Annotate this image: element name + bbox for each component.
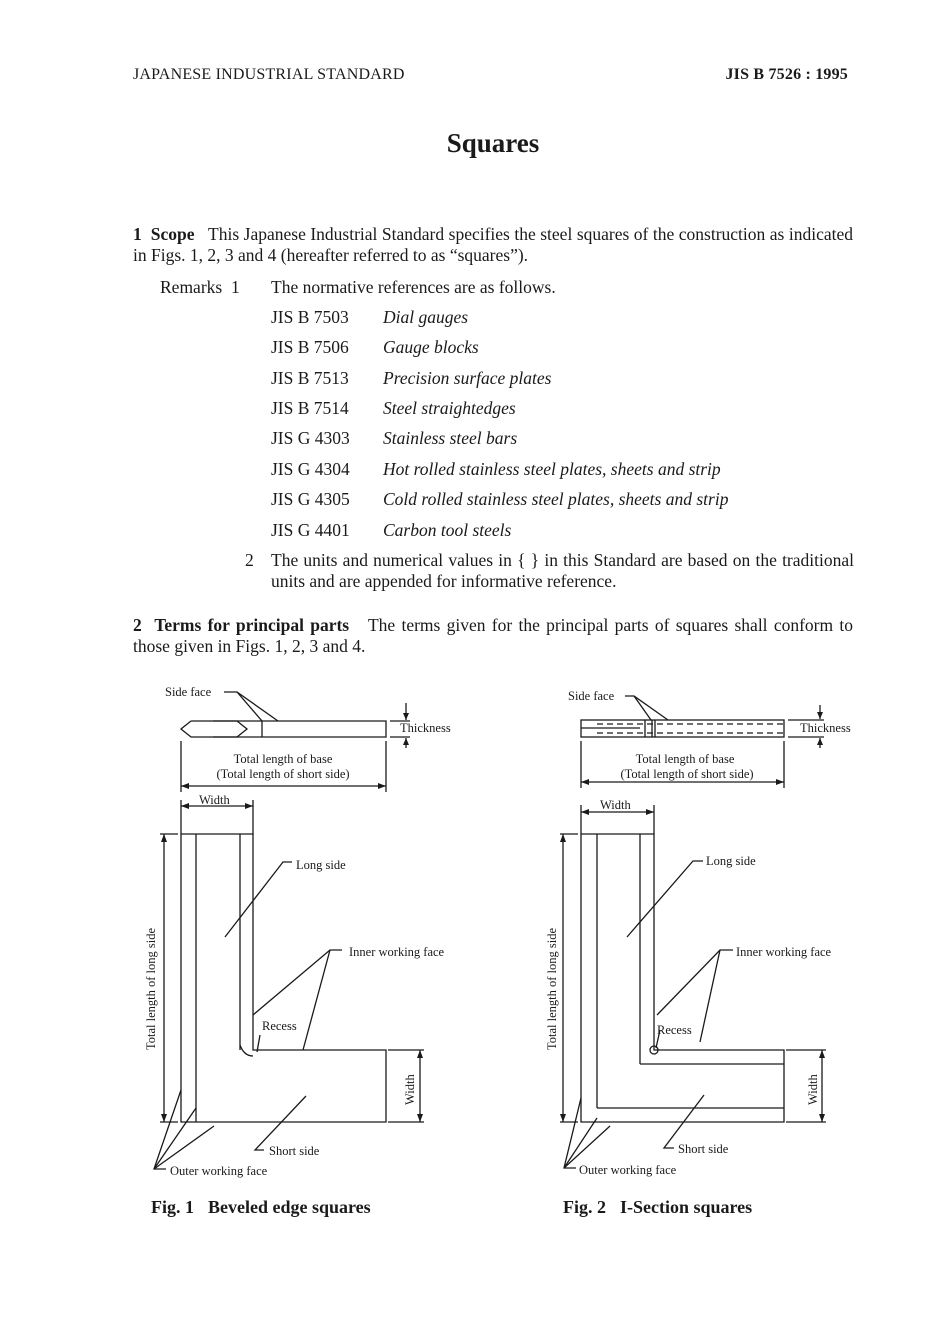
fig1-total-length-base-label: Total length of base (233, 752, 333, 766)
reference-title: Carbon tool steels (383, 520, 512, 540)
reference-code: JIS B 7503 (271, 307, 349, 327)
fig2-total-length-long-label: Total length of long side (545, 927, 559, 1050)
fig2-side-face-label: Side face (568, 689, 615, 703)
header-right: JIS B 7526 : 1995 (725, 66, 848, 83)
reference-title: Hot rolled stainless steel plates, sheets and strip (383, 459, 721, 479)
reference-code: JIS B 7513 (271, 368, 349, 388)
reference-code: JIS G 4304 (271, 459, 350, 479)
fig2-width-short-label: Width (806, 1074, 820, 1105)
remark-1-num: 1 (230, 277, 240, 297)
fig2-caption-text: I-Section squares (620, 1197, 753, 1217)
section-2-num: 2 (133, 615, 142, 635)
reference-code: JIS B 7506 (271, 337, 349, 357)
remark-2-num: 2 (245, 550, 254, 570)
section-2-text: The terms given for the principal parts of squares shall conform to those given in Figs. 1, 2, 3 and 4. (133, 615, 854, 656)
fig1-thickness-label: Thickness (400, 721, 451, 735)
reference-title: Steel straightedges (383, 398, 516, 418)
fig1-total-length-short-label: (Total length of short side) (216, 767, 350, 781)
fig1-total-length-long-label: Total length of long side (144, 927, 158, 1050)
remark-2-text: The units and numerical values in { } in this Standard are based on the traditional units and are appended for informative reference. (271, 550, 854, 591)
remarks-label: Remarks (160, 277, 223, 297)
fig1-width-label: Width (199, 793, 230, 807)
fig1-side-face-label: Side face (165, 685, 212, 699)
fig2-thickness-label: Thickness (800, 721, 851, 735)
fig2-outer-working-face-label: Outer working face (579, 1163, 677, 1177)
section-1-heading: Scope (150, 224, 195, 244)
fig1-width-short-label: Width (403, 1074, 417, 1105)
page-title: Squares (446, 128, 540, 158)
section-1-num: 1 (133, 224, 142, 244)
fig1-caption-num: Fig. 1 (151, 1197, 194, 1217)
reference-title: Dial gauges (383, 307, 469, 327)
reference-title: Gauge blocks (383, 337, 479, 357)
fig1-caption (151, 1197, 371, 1218)
fig2-caption-num: Fig. 2 (563, 1197, 606, 1217)
fig2-total-length-short-label: (Total length of short side) (620, 767, 754, 781)
reference-title: Stainless steel bars (383, 428, 518, 448)
fig2-recess-label: Recess (657, 1023, 692, 1037)
header-left: JAPANESE INDUSTRIAL STANDARD (133, 66, 405, 83)
fig1-inner-working-face-label: Inner working face (349, 945, 445, 959)
reference-code: JIS B 7514 (271, 398, 349, 418)
reference-code: JIS G 4305 (271, 489, 350, 509)
fig2-short-side-label: Short side (678, 1142, 729, 1156)
fig2-inner-working-face-label: Inner working face (736, 945, 832, 959)
fig1-short-side-label: Short side (269, 1144, 320, 1158)
remark-1-text: The normative references are as follows. (271, 277, 556, 297)
reference-code: JIS G 4303 (271, 428, 350, 448)
fig1-long-side-label: Long side (296, 858, 346, 872)
reference-title: Cold rolled stainless steel plates, sheets and strip (383, 489, 729, 509)
fig1-outer-working-face-label: Outer working face (170, 1164, 268, 1178)
fig2-width-label: Width (600, 798, 631, 812)
section-1-text: This Japanese Industrial Standard specifies the steel squares of the construction as indicated in Figs. 1, 2, 3 and 4 (hereafter referred to as “squares”). (133, 224, 854, 265)
fig1-caption-text: Beveled edge squares (208, 1197, 371, 1217)
reference-title: Precision surface plates (383, 368, 552, 388)
fig2-total-length-base-label: Total length of base (635, 752, 735, 766)
fig2-long-side-label: Long side (706, 854, 756, 868)
fig1-recess-label: Recess (262, 1019, 297, 1033)
section-2-heading: Terms for principal parts (154, 615, 350, 635)
fig2-caption (563, 1197, 752, 1218)
reference-code: JIS G 4401 (271, 520, 350, 540)
